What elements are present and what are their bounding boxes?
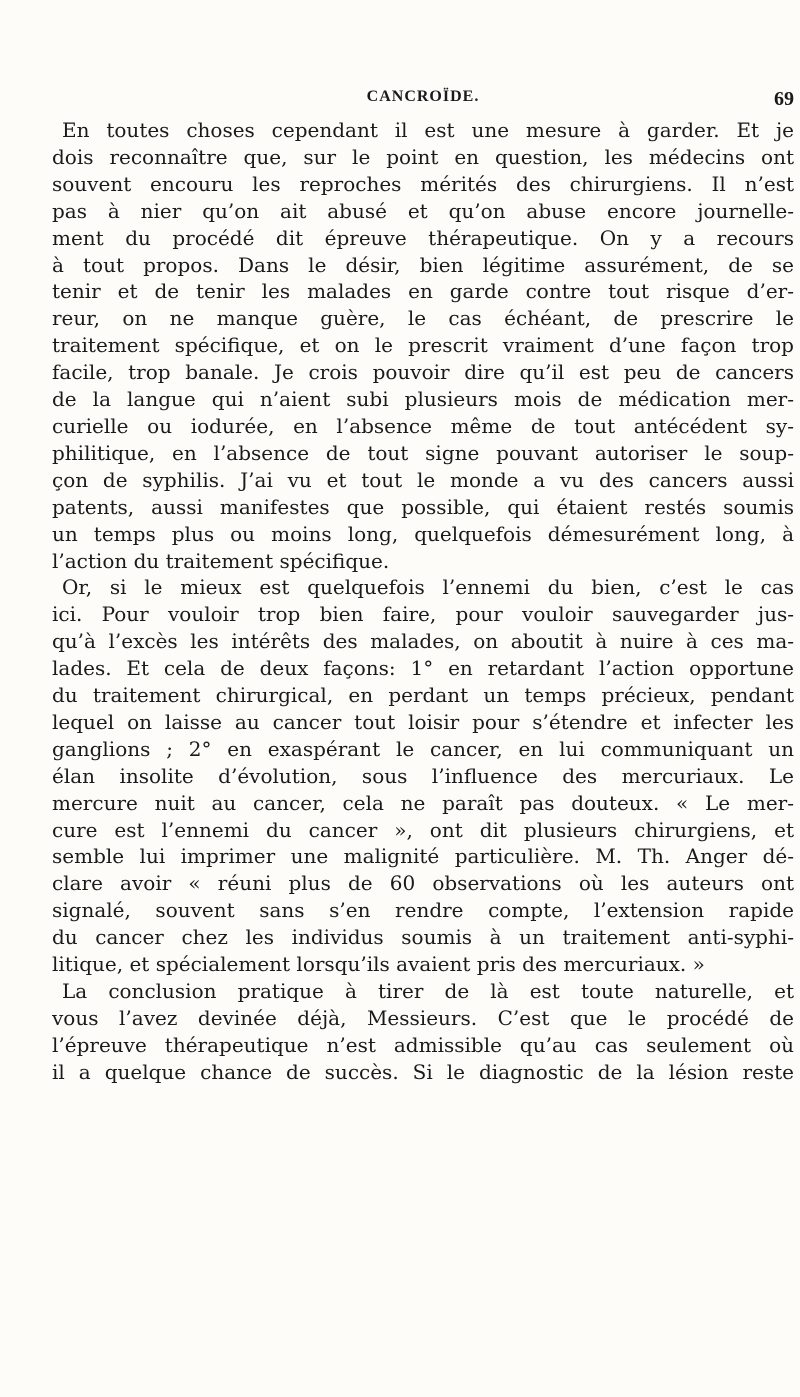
text-line: de la langue qui n’aient subi plusieurs mois de médication mer- [52, 387, 794, 412]
text-line: Or, si le mieux est quelquefois l’ennemi du bien, c’est le cas [62, 575, 794, 600]
text-line: signalé, souvent sans s’en rendre compte, l’extension rapide [52, 898, 794, 923]
text-line: ici. Pour vouloir trop bien faire, pour vouloir sauvegarder jus- [52, 602, 794, 627]
text-line: lades. Et cela de deux façons: 1° en retardant l’action opportune [52, 656, 794, 681]
text-line: semble lui imprimer une malignité particulière. M. Th. Anger dé- [52, 844, 794, 869]
text-line: reur, on ne manque guère, le cas échéant, de prescrire le [52, 306, 794, 331]
text-line: souvent encouru les reproches mérités des chirurgiens. Il n’est [52, 171, 794, 196]
text-line: patents, aussi manifestes que possible, qui étaient restés soumis [52, 494, 794, 519]
paragraph [52, 574, 794, 978]
running-title: CANCROÏDE. [366, 88, 480, 105]
text-line: du cancer chez les individus soumis à un traitement anti-syphi- [52, 925, 794, 950]
text-line: ganglions ; 2° en exaspérant le cancer, en lui communiquant un [52, 736, 794, 761]
text-line: ment du procédé dit épreuve thérapeutique. On y a recours [52, 225, 794, 250]
text-line: il a quelque chance de succès. Si le diagnostic de la lésion reste [52, 1059, 794, 1084]
page-number: 69 [774, 88, 794, 110]
body-text [52, 117, 794, 1086]
paragraph [52, 117, 794, 574]
text-line: litique, et spécialement lorsqu’ils avaient pris des mercuriaux. » [52, 952, 705, 977]
text-line: clare avoir « réuni plus de 60 observations où les auteurs ont [52, 871, 794, 896]
text-line: élan insolite d’évolution, sous l’influence des mercuriaux. Le [52, 763, 794, 788]
text-line: à tout propos. Dans le désir, bien légitime assurément, de se [52, 252, 794, 277]
text-line: dois reconnaître que, sur le point en question, les médecins ont [52, 144, 794, 169]
text-line: facile, trop banale. Je crois pouvoir dire qu’il est peu de cancers [52, 360, 794, 385]
text-line: çon de syphilis. J’ai vu et tout le monde a vu des cancers aussi [52, 467, 794, 492]
text-line: philitique, en l’absence de tout signe pouvant autoriser le soup- [52, 440, 794, 465]
paragraph [52, 978, 794, 1086]
text-line: tenir et de tenir les malades en garde contre tout risque d’er- [52, 279, 794, 304]
text-line: mercure nuit au cancer, cela ne paraît pas douteux. « Le mer- [52, 790, 794, 815]
text-line: l’action du traitement spécifique. [52, 548, 390, 573]
text-line: curielle ou iodurée, en l’absence même de tout antécédent sy- [52, 413, 794, 438]
text-line: du traitement chirurgical, en perdant un temps précieux, pendant [52, 683, 794, 708]
text-line: En toutes choses cependant il est une mesure à garder. Et je [62, 118, 794, 142]
text-line: La conclusion pratique à tirer de là est toute naturelle, et [62, 979, 794, 1003]
text-line: vous l’avez devinée déjà, Messieurs. C’est que le procédé de [52, 1005, 794, 1030]
text-line: qu’à l’excès les intérêts des malades, on aboutit à nuire à ces ma- [52, 629, 794, 654]
text-line: un temps plus ou moins long, quelquefois démesurément long, à [52, 521, 794, 546]
text-line: traitement spécifique, et on le prescrit vraiment d’une façon trop [52, 333, 794, 358]
page-header [52, 88, 794, 114]
text-line: l’épreuve thérapeutique n’est admissible qu’au cas seulement où [52, 1032, 794, 1057]
text-line: cure est l’ennemi du cancer », ont dit plusieurs chirurgiens, et [52, 817, 794, 842]
text-line: pas à nier qu’on ait abusé et qu’on abuse encore journelle- [52, 198, 794, 223]
text-line: lequel on laisse au cancer tout loisir pour s’étendre et infecter les [52, 709, 794, 734]
